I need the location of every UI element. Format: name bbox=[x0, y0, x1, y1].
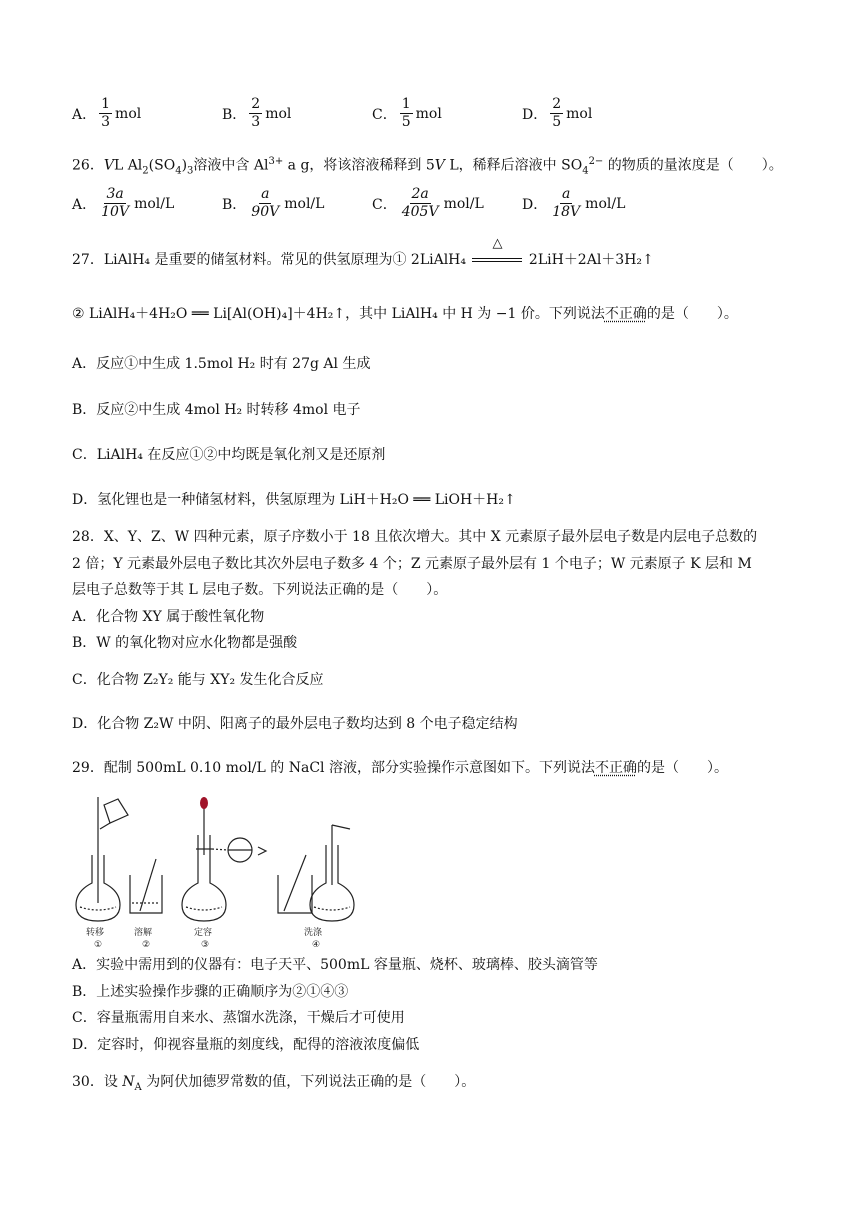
q27-option-d[interactable]: D．氢化锂也是一种储氢材料，供氢原理为 LiH＋H₂O ══ LiOH＋H₂↑ bbox=[72, 492, 516, 508]
figure-label-1-name: 转移 bbox=[86, 928, 105, 938]
q26-option-b[interactable]: B． $\frac{a}{90V}$ mol/L bbox=[222, 186, 325, 220]
q27-option-b[interactable]: B．反应②中生成 4mol H₂ 时转移 4mol 电子 bbox=[72, 402, 361, 418]
q30-stem: 30．设 $N_A$ 为阿伏加德罗常数的值，下列说法正确的是（ ）。 bbox=[72, 1074, 476, 1093]
q26-option-c[interactable]: C． $\frac{2a}{405V}$ mol/L bbox=[372, 186, 484, 220]
q28-option-b[interactable]: B．W 的氧化物对应水化物都是强酸 bbox=[72, 635, 298, 651]
q26-option-a[interactable]: A． $\frac{3a}{10V}$ mol/L bbox=[72, 186, 175, 220]
q25-option-a[interactable]: A． $\frac{1}{3}$ mol bbox=[72, 96, 142, 130]
q28-option-a[interactable]: A．化合物 XY 属于酸性氧化物 bbox=[72, 609, 265, 625]
q28-stem-line2: 2 倍；Y 元素最外层电子数比其次外层电子数多 4 个；Z 元素原子最外层有 1 个电子；W 元素原子 K 层和 M bbox=[72, 556, 752, 572]
q25-option-d[interactable]: D． $\frac{2}{5}$ mol bbox=[522, 96, 593, 130]
figure-label-3-num: ③ bbox=[201, 940, 210, 950]
figure-label-3-name: 定容 bbox=[194, 928, 213, 938]
q29-option-b[interactable]: B．上述实验操作步骤的正确顺序为②①④③ bbox=[72, 984, 349, 1000]
figure-label-2-num: ② bbox=[142, 940, 151, 950]
q29-option-d[interactable]: D．定容时，仰视容量瓶的刻度线，配得的溶液浓度偏低 bbox=[72, 1037, 420, 1053]
q25-option-c[interactable]: C． $\frac{1}{5}$ mol bbox=[372, 96, 442, 130]
q27-option-a[interactable]: A．反应①中生成 1.5mol H₂ 时有 27g Al 生成 bbox=[72, 356, 371, 372]
figure-label-4-name: 洗涤 bbox=[304, 928, 323, 938]
q29-stem: 29．配制 500mL 0.10 mol/L 的 NaCl 溶液，部分实验操作示意图如下。下列说法不正确的是（ ）。 bbox=[72, 760, 728, 776]
fill-to-mark-flask-icon bbox=[182, 805, 266, 921]
figure-label-4-num: ④ bbox=[312, 940, 321, 950]
q26-option-d[interactable]: D． $\frac{a}{18V}$ mol/L bbox=[522, 186, 626, 220]
q26-stem: 26．VL $Al_2(SO_4)_3$溶液中含 $Al^{3+}$ a g，将该溶液稀释到 5V L，稀释后溶液中 $SO_4^{2-}$ 的物质的量浓度是（ ）。 bbox=[72, 156, 783, 177]
q27-stem-line1: 27．LiAlH₄ 是重要的储氢材料。常见的供氢原理为① 2LiAlH₄ △ 2LiH＋2Al＋3H₂↑ bbox=[72, 236, 654, 268]
q25-option-b[interactable]: B． $\frac{2}{3}$ mol bbox=[222, 96, 292, 130]
q29-option-a[interactable]: A．实验中需用到的仪器有：电子天平、500mL 容量瓶、烧杯、玻璃棒、胶头滴管等 bbox=[72, 957, 598, 973]
lab-operations-figure bbox=[70, 795, 360, 950]
dissolve-beaker-icon bbox=[130, 859, 162, 913]
q28-stem-line1: 28．X、Y、Z、W 四种元素，原子序数小于 18 且依次增大。其中 X 元素原子最外层电子数是内层电子总数的 bbox=[72, 529, 758, 545]
q27-stem-line2: ② LiAlH₄＋4H₂O ══ Li[Al(OH)₄]＋4H₂↑，其中 LiAlH₄ 中 H 为 −1 价。下列说法不正确的是（ ）。 bbox=[72, 306, 738, 322]
figure-label-1-num: ① bbox=[94, 940, 103, 950]
figure-label-2-name: 溶解 bbox=[134, 928, 153, 938]
q28-option-d[interactable]: D．化合物 Z₂W 中阴、阳离子的最外层电子数均达到 8 个电子稳定结构 bbox=[72, 716, 518, 732]
dropper-bulb-icon bbox=[200, 797, 208, 809]
wash-beaker-flask-icon bbox=[278, 825, 354, 921]
q27-option-c[interactable]: C．LiAlH₄ 在反应①②中均既是氧化剂又是还原剂 bbox=[72, 447, 386, 463]
transfer-flask-icon bbox=[76, 797, 128, 921]
q29-option-c[interactable]: C．容量瓶需用自来水、蒸馏水洗涤，干燥后才可使用 bbox=[72, 1010, 405, 1026]
q28-option-c[interactable]: C．化合物 Z₂Y₂ 能与 XY₂ 发生化合反应 bbox=[72, 672, 324, 688]
heat-arrow: △ bbox=[470, 250, 524, 270]
q28-stem-line3: 层电子总数等于其 L 层电子数。下列说法正确的是（ ）。 bbox=[72, 582, 448, 598]
